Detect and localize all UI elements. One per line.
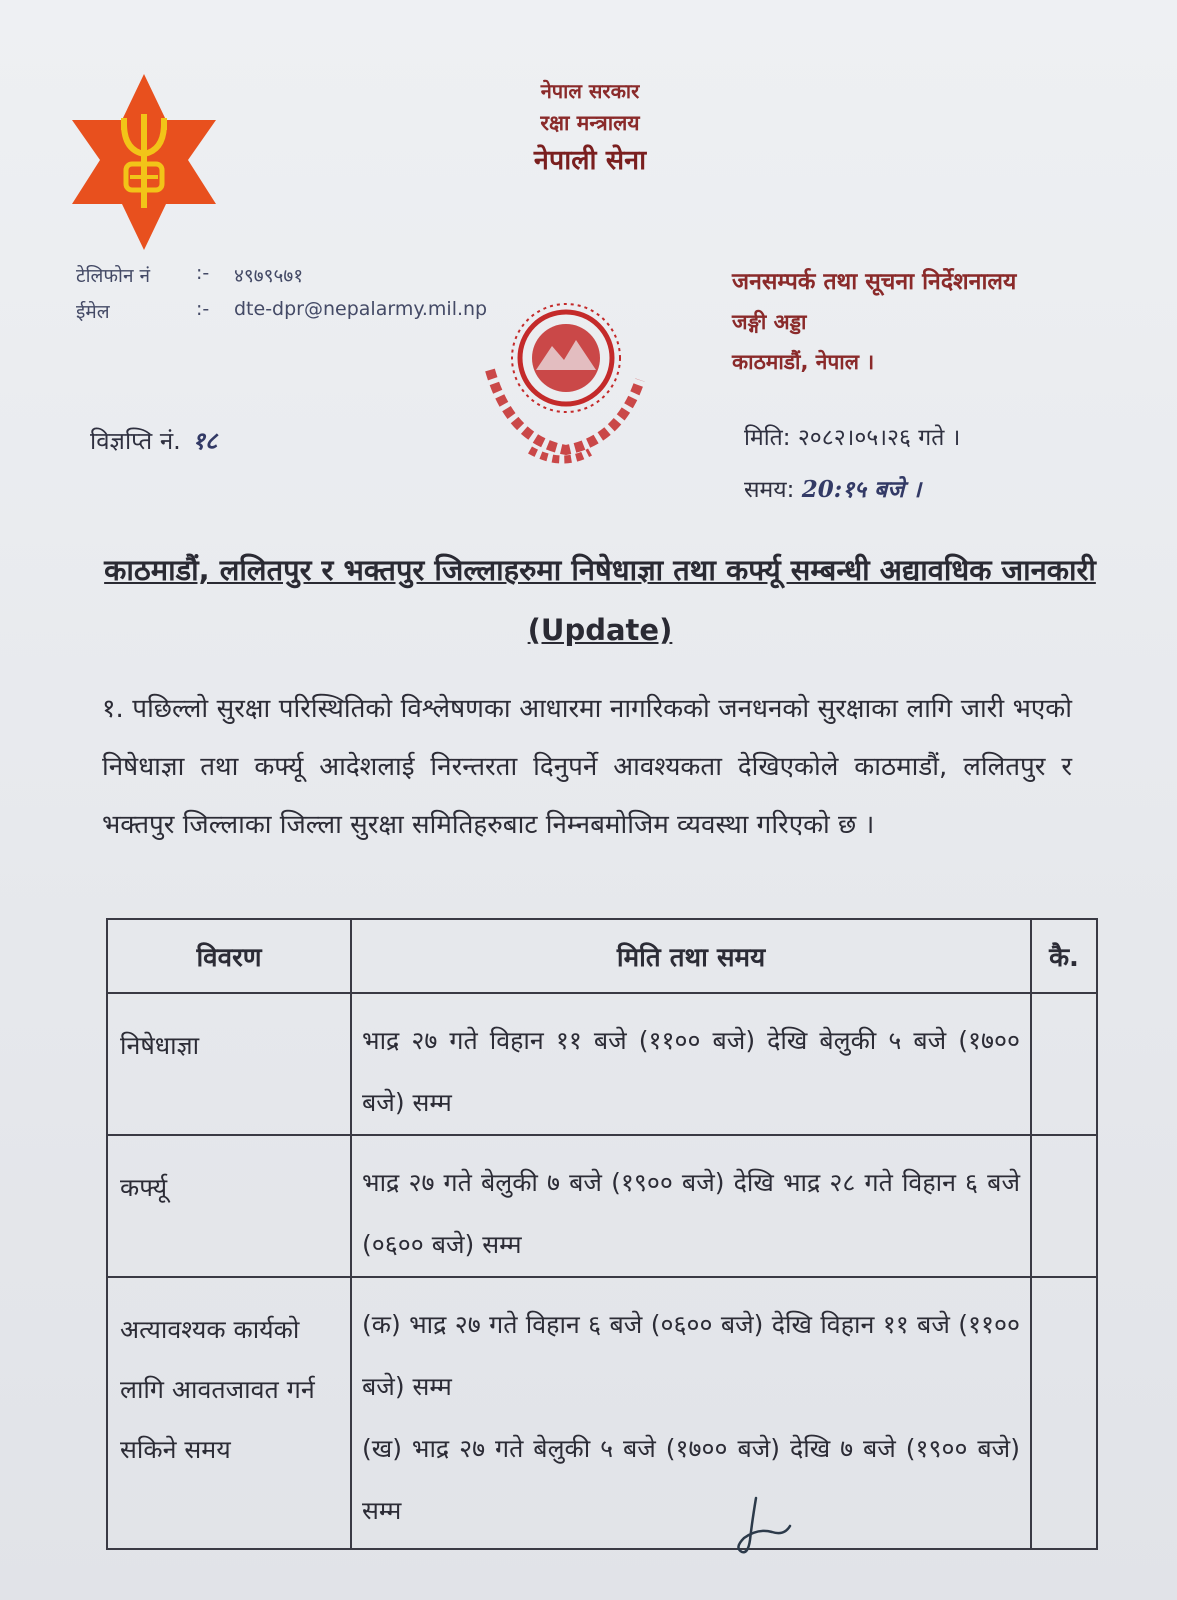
header-remarks: कै.: [1031, 919, 1097, 993]
contact-details: [76, 262, 487, 334]
phone-label: टेलिफोन नं: [76, 265, 151, 287]
date-time-block: [744, 418, 960, 522]
date-row: [744, 418, 960, 470]
row-time: भाद्र २७ गते बेलुकी ७ बजे (१९०० बजे) देखि भाद्र २८ गते विहान ६ बजे (०६०० बजे) सम्म: [351, 1135, 1031, 1277]
row-time-a: (क) भाद्र २७ गते विहान ६ बजे (०६०० बजे) देखि विहान ११ बजे (११०० बजे) सम्म: [362, 1310, 1020, 1401]
phone-value: ४९७९५७१: [234, 265, 304, 287]
table-row: [107, 1277, 1097, 1549]
army-name: नेपाली सेना: [533, 145, 647, 176]
notice-title: काठमाडौं, ललितपुर र भक्तपुर जिल्लाहरुमा निषेधाज्ञा तथा कर्फ्यू सम्बन्धी अद्यावधिक जानकारी (Update): [104, 553, 1096, 647]
header-date-time: मिति तथा समय: [351, 919, 1031, 993]
phone-row: [76, 262, 487, 298]
notice-paragraph: १. पछिल्लो सुरक्षा परिस्थितिको विश्लेषणका आधारमा नागरिकको जनधनको सुरक्षाका लागि जारी भएको निषेधाज्ञा तथा कर्फ्यू आदेशलाई निरन्तरता दिनुपर्ने आवश्यकता देखिएकोले काठमाडौं, ललितपुर र भक्तपुर जिल्लाका जिल्ला सुरक्षा समितिहरुबाट निम्नबमोजिम व्यवस्था गरिएको छ ।: [102, 694, 1072, 840]
schedule-table: [106, 918, 1098, 1550]
table-row: [107, 993, 1097, 1135]
date-value: २०८२।०५।२६ गते ।: [797, 425, 961, 451]
nepal-army-emblem-icon: [68, 72, 220, 252]
row-remarks: [1031, 1135, 1097, 1277]
row-time: भाद्र २७ गते विहान ११ बजे (११०० बजे) देखि बेलुकी ५ बजे (१७०० बजे) सम्म: [351, 993, 1031, 1135]
row-label: अत्यावश्यक कार्यको लागि आवतजावत गर्न सकिने समय: [107, 1277, 351, 1549]
row-remarks: [1031, 993, 1097, 1135]
email-value: dte-dpr@nepalarmy.mil.np: [234, 298, 488, 320]
time-row: [744, 470, 960, 522]
ministry-name: रक्षा मन्त्रालय: [540, 111, 640, 135]
notice-number-label: विज्ञप्ति नं.: [90, 427, 181, 455]
header-description: विवरण: [107, 919, 351, 993]
table-header-row: [107, 919, 1097, 993]
row-label: कर्फ्यू: [107, 1135, 351, 1277]
email-label: ईमेल: [76, 301, 110, 323]
row-remarks: [1031, 1277, 1097, 1549]
row-time-group: [351, 1277, 1031, 1549]
office-city: काठमाडौं, नेपाल ।: [732, 350, 875, 374]
directorate-seal-icon: [470, 300, 648, 472]
time-value: 20:१५ बजे ।: [801, 476, 922, 503]
directorate-name: जनसम्पर्क तथा सूचना निर्देशनालय: [732, 269, 1017, 295]
office-location: जङ्गी अड्डा: [732, 310, 807, 334]
date-label: मिति:: [744, 425, 791, 451]
table-row: [107, 1135, 1097, 1277]
row-label: निषेधाज्ञा: [107, 993, 351, 1135]
government-header: [430, 76, 750, 182]
phone-separator: :-: [196, 262, 210, 284]
row-time-b: (ख) भाद्र २७ गते बेलुकी ५ बजे (१७०० बजे) देखि ७ बजे (१९०० बजे) सम्म: [362, 1434, 1020, 1525]
signature-icon: [728, 1492, 798, 1562]
office-address: [732, 262, 1152, 382]
email-row: [76, 298, 487, 334]
notice-number-row: [90, 424, 217, 457]
email-separator: :-: [196, 298, 210, 320]
time-label: समय:: [744, 477, 795, 503]
notice-number-value: १८: [192, 426, 218, 455]
government-name: नेपाल सरकार: [540, 79, 640, 103]
